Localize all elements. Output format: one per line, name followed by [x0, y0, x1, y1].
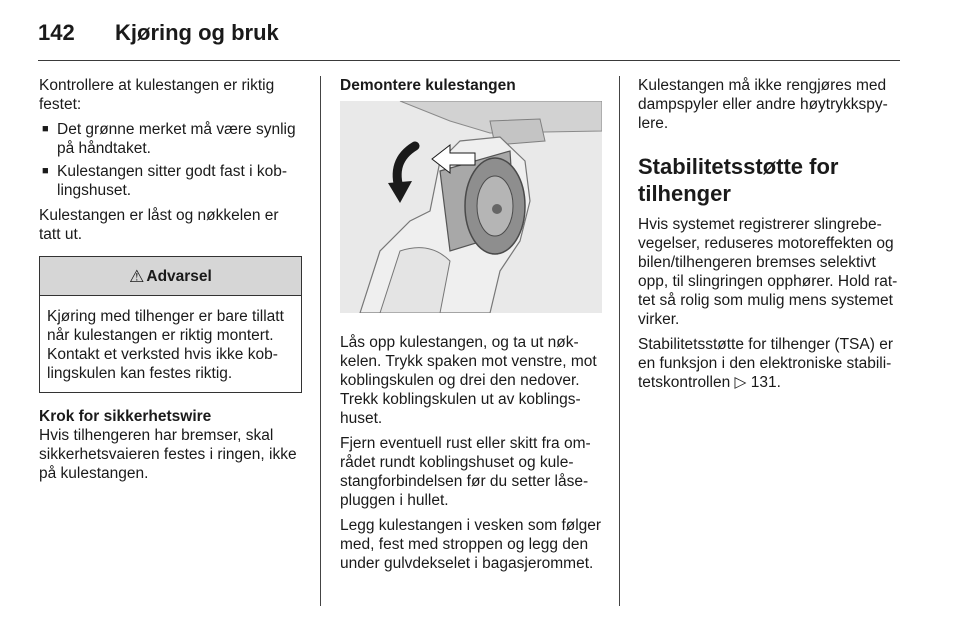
tow-bar-illustration — [340, 101, 602, 313]
bullet-icon: ■ — [42, 165, 49, 177]
paragraph: Legg kulestangen i vesken som følger med, fest med stroppen og legg den under gulvdekselet i bagasjerommet. — [340, 517, 602, 572]
cleaning-text: Kulestangen må ikke rengjøres med dampspyler eller andre høytrykkspylere. — [638, 77, 888, 132]
locked-note: Kulestangen er låst og nøkkelen er tatt ut. — [39, 207, 279, 243]
paragraph: Hvis systemet registrerer slingrebevegelser, reduseres motoreffekten og bilen/tilhengeren bremses selektivt opp, til slingringen opphører. Hold rattet så rolig som mulig mens systemet virker. — [638, 216, 898, 328]
page-reference[interactable]: 131. — [750, 374, 781, 391]
warning-title: Advarsel — [146, 267, 212, 285]
column-middle — [340, 76, 604, 579]
column-right — [638, 76, 902, 398]
chapter-title: Kjøring og bruk — [115, 20, 279, 45]
intro-text: Kontrollere at kulestangen er riktig festet: — [39, 77, 275, 113]
list-item: ■ Det grønne merket må være synlig på håndtaket. — [42, 121, 296, 157]
hand-turning-lever-illustration — [340, 101, 602, 313]
section-heading: Demontere kulestangen — [340, 77, 516, 94]
paragraph: Fjern eventuell rust eller skitt fra området rundt koblingshuset og kulestangforbindelsen før du setter låsepluggen i hullet. — [340, 435, 591, 509]
page-header — [38, 18, 900, 61]
hook-text: Hvis tilhengeren har bremser, skal sikkerhetsvaieren festes i ringen, ikke på kulestangen. — [39, 427, 297, 482]
list-item: ■ Kulestangen sitter godt fast i koblingshuset. — [42, 163, 288, 199]
section-title: Stabilitetsstøtte for tilhenger — [638, 154, 839, 206]
column-left — [39, 76, 302, 489]
paragraph: Lås opp kulestangen, og ta ut nøkkelen. Trykk spaken mot venstre, mot koblingskulen og drei den nedover. Trekk koblingskulen ut av koblingshuset. — [340, 334, 597, 427]
paragraph: Stabilitetsstøtte for tilhenger (TSA) er en funksjon i den elektroniske stabilitetskontrollen ▷ 131. — [638, 336, 893, 391]
warning-triangle-icon: ⚠ — [129, 266, 145, 286]
hook-heading: Krok for sikkerhetswire — [39, 408, 212, 425]
column-divider-right — [619, 76, 620, 606]
page-reference-icon: ▷ — [734, 374, 747, 391]
warning-text: Kjøring med tilhenger er bare tillatt når kulestangen er riktig montert. Kontakt et verksted hvis ikke koblingskulen kan festes riktig. — [47, 308, 284, 382]
page-number: 142 — [38, 20, 75, 45]
check-list — [39, 120, 302, 200]
warning-box — [39, 256, 302, 393]
bullet-icon: ■ — [42, 123, 49, 135]
warning-header — [40, 257, 301, 296]
column-divider-left — [320, 76, 321, 606]
